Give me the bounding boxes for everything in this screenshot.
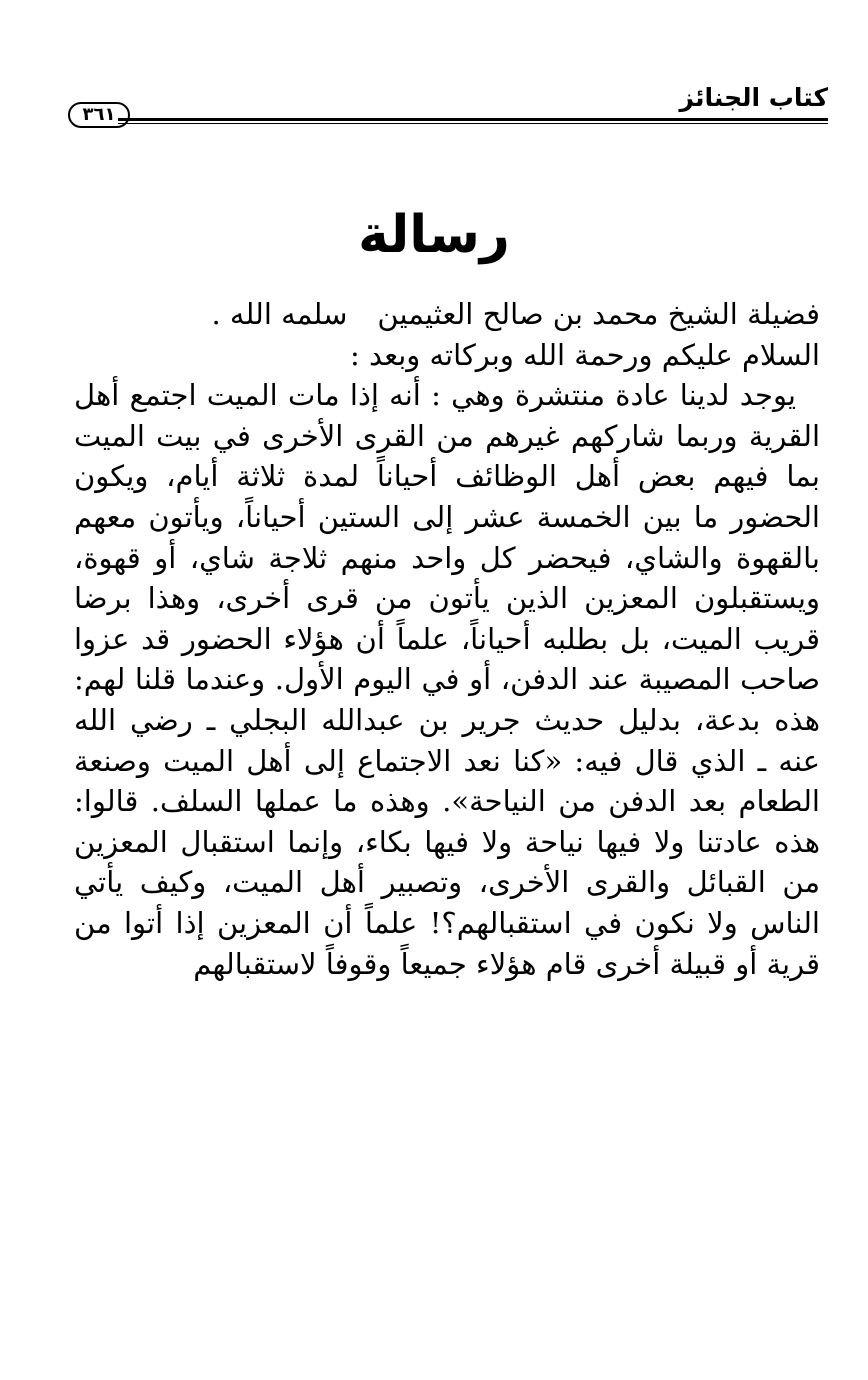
letter-body xyxy=(74,294,820,984)
page-title: رسالة xyxy=(358,205,510,265)
header-rule-thin xyxy=(118,123,828,124)
addressee-name: فضيلة الشيخ محمد بن صالح العثيمين xyxy=(377,297,820,331)
header-title: كتاب الجنائز xyxy=(679,83,828,112)
greeting-line: السلام عليكم ورحمة الله وبركاته وبعد : xyxy=(350,337,820,372)
addressee-line xyxy=(74,294,820,335)
running-header xyxy=(68,78,828,128)
header-rule xyxy=(118,118,828,121)
page-number: ٣٦١ xyxy=(68,102,130,128)
letter-paragraph: يوجد لدينا عادة منتشرة وهي : أنه إذا مات الميت اجتمع أهل القرية وربما شاركهم غيرهم من القرى الأخرى في بيت الميت بما فيهم بعض أهل الوظائف أحياناً لمدة ثلاثة أيام، ويكون الحضور ما بين الخمسة عشر إلى الستين أحياناً، ويأتون معهم بالقهوة والشاي، فيحضر كل واحد منهم ثلاجة شاي، أو قهوة، ويستقبلون المعزين الذين يأتون من قرى أخرى، وهذا برضا قريب الميت، بل بطلبه أحياناً، علماً أن هؤلاء الحضور قد عزوا صاحب المصيبة عند الدفن، أو في اليوم الأول. وعندما قلنا لهم: هذه بدعة، بدليل حديث جرير بن عبدالله البجلي ـ رضي الله عنه ـ الذي قال فيه: «كنا نعد الاجتماع إلى أهل الميت وصنعة الطعام بعد الدفن من النياحة». وهذه ما عملها السلف. قالوا: هذه عادتنا ولا فيها نياحة ولا فيها بكاء، وإنما استقبال المعزين من القبائل والقرى الأخرى، وتصبير أهل الميت، وكيف يأتي الناس ولا نكون في استقبالهم؟! علماً أن المعزين إذا أتوا من قرية أو قبيلة أخرى قام هؤلاء جميعاً وقوفاً لاستقبالهم xyxy=(74,378,821,981)
addressee-blessing: سلمه الله . xyxy=(211,297,348,331)
